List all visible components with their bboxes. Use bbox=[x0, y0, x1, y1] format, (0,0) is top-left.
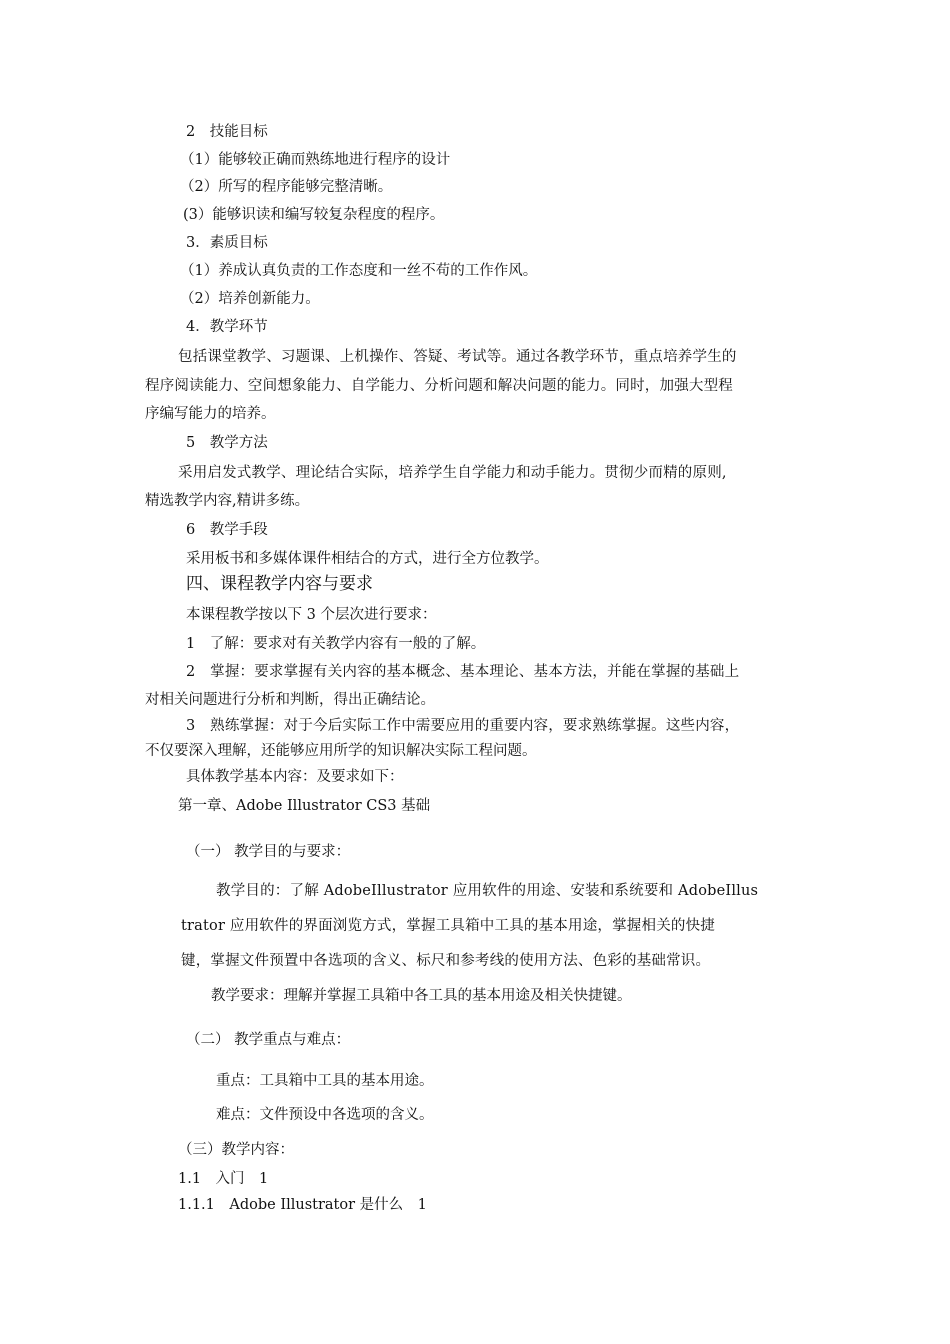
requirements-line: 教学要求：理解并掌握工具箱中各工具的基本用途及相关快捷键。 bbox=[211, 988, 632, 1004]
level-3-proficient-line-1: 3 熟练掌握：对于今后实际工作中需要应用的重要内容，要求熟练掌握。这些内容， bbox=[186, 718, 740, 734]
skill-item-3: (3）能够识读和编写较复杂程度的程序。 bbox=[183, 207, 445, 223]
level-2-master-line-1: 2 掌握：要求掌握有关内容的基本概念、基本理论、基本方法，并能在掌握的基础上 bbox=[186, 664, 740, 680]
stages-paragraph-line-3: 序编写能力的培养。 bbox=[145, 406, 276, 422]
heading-skill-goals: 2 技能目标 bbox=[186, 124, 268, 140]
subheading-objectives-requirements: （一） 教学目的与要求： bbox=[186, 844, 351, 860]
level-1-understand: 1 了解：要求对有关教学内容有一般的了解。 bbox=[186, 636, 486, 652]
subheading-teaching-content: （三）教学内容： bbox=[178, 1142, 294, 1158]
methods-paragraph-line-1: 采用启发式教学、理论结合实际，培养学生自学能力和动手能力。贯彻少而精的原则, bbox=[178, 465, 727, 481]
toc-entry-1-1: 1.1 入门 1 bbox=[178, 1171, 269, 1187]
stages-paragraph-line-2: 程序阅读能力、空间想象能力、自学能力、分析问题和解决问题的能力。同时，加强大型程 bbox=[145, 378, 733, 394]
specific-content-intro: 具体教学基本内容：及要求如下： bbox=[186, 769, 404, 785]
objectives-line-3: 键，掌握文件预置中各选项的含义、标尺和参考线的使用方法、色彩的基础常识。 bbox=[181, 953, 711, 969]
key-point-line: 重点：工具箱中工具的基本用途。 bbox=[216, 1073, 434, 1089]
methods-paragraph-line-2: 精选教学内容,精讲多练。 bbox=[145, 493, 310, 509]
heading-teaching-stages: 4．教学环节 bbox=[186, 319, 268, 335]
chapter-1-title: 第一章、Adobe Illustrator CS3 基础 bbox=[178, 798, 431, 814]
means-paragraph: 采用板书和多媒体课件相结合的方式，进行全方位教学。 bbox=[186, 551, 549, 567]
objectives-line-2: trator 应用软件的界面浏览方式，掌握工具箱中工具的基本用途，掌握相关的快捷 bbox=[181, 918, 715, 934]
skill-item-1: （1）能够较正确而熟练地进行程序的设计 bbox=[180, 152, 451, 168]
subheading-key-difficult-points: （二） 教学重点与难点： bbox=[186, 1032, 351, 1048]
skill-item-2: （2）所写的程序能够完整清晰。 bbox=[180, 179, 393, 195]
quality-item-1: （1）养成认真负责的工作态度和一丝不苟的工作作风。 bbox=[180, 263, 538, 279]
difficult-point-line: 难点：文件预设中各选项的含义。 bbox=[216, 1107, 434, 1123]
stages-paragraph-line-1: 包括课堂教学、习题课、上机操作、答疑、考试等。通过各教学环节，重点培养学生的 bbox=[178, 349, 737, 365]
level-3-proficient-line-2: 不仅要深入理解，还能够应用所学的知识解决实际工程问题。 bbox=[145, 743, 537, 759]
levels-intro: 本课程教学按以下 3 个层次进行要求： bbox=[186, 607, 437, 623]
objectives-line-1: 教学目的：了解 AdobeIllustrator 应用软件的用途、安装和系统要和 AdobeIllus bbox=[216, 883, 759, 899]
heading-teaching-means: 6 教学手段 bbox=[186, 522, 268, 538]
heading-teaching-methods: 5 教学方法 bbox=[186, 435, 268, 451]
quality-item-2: （2）培养创新能力。 bbox=[180, 291, 320, 307]
toc-entry-1-1-1: 1.1.1 Adobe Illustrator 是什么 1 bbox=[178, 1197, 427, 1213]
heading-quality-goals: 3．素质目标 bbox=[186, 235, 268, 251]
section-title-content-requirements: 四、课程教学内容与要求 bbox=[186, 574, 373, 594]
level-2-master-line-2: 对相关问题进行分析和判断，得出正确结论。 bbox=[145, 692, 435, 708]
